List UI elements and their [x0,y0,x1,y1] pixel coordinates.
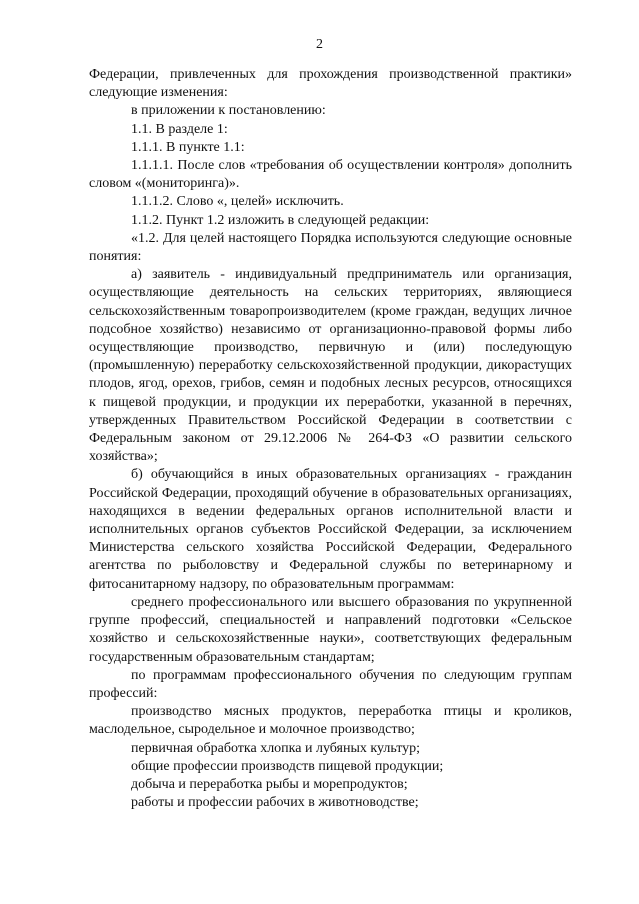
paragraph: а) заявитель - индивидуальный предприниматель или организация, осуществляющие деятельность на сельских территориях, являющиеся сельскохозяйственным товаропроизводителем (кроме граждан, ведущих личное подсобное хозяйство) независимо от организационно-правовой формы либо осуществляющие производство, первичную и (или) последующую (промышленную) переработку сельскохозяйственной продукции, дикорастущих плодов, ягод, орехов, грибов, семян и подобных лесных ресурсов, относящихся к пищевой продукции, и продукции их переработки, указанной в перечнях, утвержденных Правительством Российской Федерации в соответствии с Федеральным законом от 29.12.2006 № 264-ФЗ «О развитии сельского хозяйства»; [89,267,572,465]
paragraph: б) обучающийся в иных образовательных организациях - гражданин Российской Федерации, проходящий обучение в образовательных организациях, находящихся в ведении федеральных органов исполнительной власти и исполнительных органов субъектов Российской Федерации, за исключением Министерства сельского хозяйства Российской Федерации, Федерального агентства по рыболовству и Федеральной службы по ветеринарному и фитосанитарному надзору, по образовательным программам: [89,467,572,592]
paragraph: 1.1.1. В пункте 1.1: [131,139,245,155]
paragraph: 1.1.1.2. Слово «, целей» исключить. [131,194,344,210]
paragraph: первичная обработка хлопка и лубяных культур; [131,740,421,756]
paragraph: работы и профессии рабочих в животноводстве; [131,795,419,811]
document-body [89,66,572,812]
paragraph: среднего профессионального или высшего образования по укрупненной группе профессий, специальностей и направлений подготовки «Сельское хозяйство и сельскохозяйственные науки», соответствующих федеральным государственным образовательным стандартам; [89,594,572,665]
paragraph: «1.2. Для целей настоящего Порядка используются следующие основные понятия: [89,230,572,265]
paragraph: Федерации, привлеченных для прохождения производственной практики» следующие изменения: [89,67,572,101]
paragraph: 1.1.2. Пункт 1.2 изложить в следующей редакции: [131,212,430,228]
page-number: 2 [316,37,323,52]
paragraph: по программам профессионального обучения по следующим группам профессий: [89,667,572,701]
paragraph: общие профессии производств пищевой продукции; [131,758,444,774]
paragraph: 1.1. В разделе 1: [131,121,228,137]
paragraph: производство мясных продуктов, переработка птицы и кроликов, маслодельное, сыродельное и молочное производство; [89,704,572,738]
paragraph: 1.1.1.1. После слов «требования об осуществлении контроля» дополнить словом «(мониторинга)». [89,158,572,192]
paragraph: в приложении к постановлению: [131,103,326,119]
paragraph: добыча и переработка рыбы и морепродуктов; [131,776,408,792]
